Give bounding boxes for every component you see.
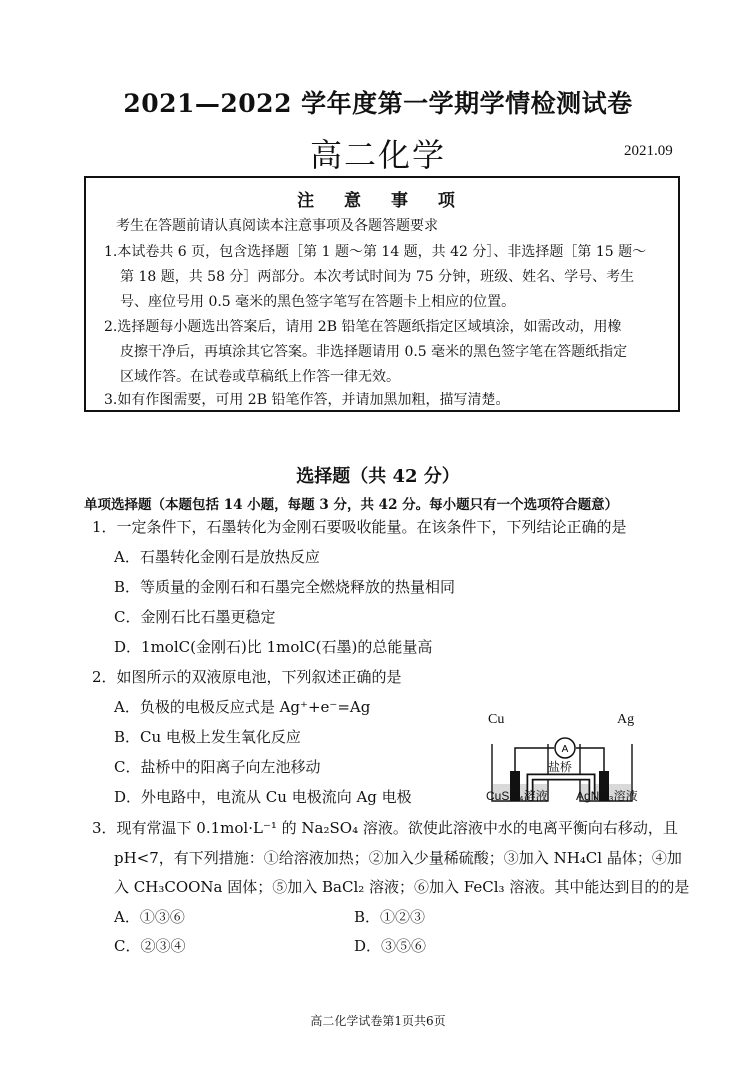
- subject-title: 高二化学: [309, 136, 446, 174]
- exam-date: 2021.09: [624, 143, 673, 159]
- left-solution-label: CuSO₄溶液: [486, 789, 548, 803]
- notice-line: 区域作答。在试卷或草稿纸上作答一律无效。: [120, 369, 400, 385]
- q3-option-d: D．③⑤⑥: [354, 937, 427, 955]
- q2-stem: 2．如图所示的双液原电池，下列叙述正确的是: [92, 668, 402, 686]
- notice-box: [84, 176, 680, 412]
- q3-stem-line: pH<7，有下列措施：①给溶液加热；②加入少量稀硫酸；③加入 NH₄Cl 晶体；④加: [114, 849, 682, 867]
- q3-stem-line: 入 CH₃COONa 固体；⑤加入 BaCl₂ 溶液；⑥加入 FeCl₃ 溶液。其中能达到目的的是: [114, 878, 690, 896]
- q1-option-c: C．金刚石比石墨更稳定: [114, 608, 276, 626]
- notice-line: 皮擦干净后，再填涂其它答案。非选择题请用 0.5 毫米的黑色签字笔在答题纸指定: [120, 344, 628, 360]
- q3-option-a: A．①③⑥: [114, 908, 185, 926]
- exam-title: 2021—2022 学年度第一学期学情检测试卷: [123, 89, 633, 118]
- notice-line: 号、座位号用 0.5 毫米的黑色签字笔写在答题卡上相应的位置。: [120, 294, 516, 310]
- q1-option-b: B．等质量的金刚石和石墨完全燃烧释放的热量相同: [114, 578, 456, 596]
- q3-option-b: B．①②③: [354, 908, 426, 926]
- notice-line: 第 18 题，共 58 分］两部分。本次考试时间为 75 分钟，班级、姓名、学号、考生: [120, 269, 635, 285]
- notice-line: 3.如有作图需要，可用 2B 铅笔作答，并请加黑加粗，描写清楚。: [104, 392, 510, 408]
- ag-label: Ag: [617, 712, 635, 727]
- salt-bridge-label: 盐桥: [548, 760, 573, 774]
- q3-stem-line: 3．现有常温下 0.1mol·L⁻¹ 的 Na₂SO₄ 溶液。欲使此溶液中水的电离平衡向右移动，且: [92, 819, 678, 837]
- cu-label: Cu: [488, 712, 505, 727]
- section-title: 选择题（共 42 分）: [296, 466, 460, 487]
- q1-stem: 1．一定条件下，石墨转化为金刚石要吸收能量。在该条件下，下列结论正确的是: [92, 518, 627, 536]
- ammeter-label: A: [561, 744, 569, 755]
- right-solution-label: AgNO₃溶液: [576, 789, 638, 803]
- q2-option-a: A．负极的电极反应式是 Ag⁺+e⁻=Ag: [114, 698, 371, 716]
- notice-line: 2.选择题每小题选出答案后，请用 2B 铅笔在答题纸指定区域填涂，如需改动，用橡: [104, 319, 622, 335]
- notice-title: 注 意 事 项: [297, 191, 467, 211]
- q2-option-d: D．外电路中，电流从 Cu 电极流向 Ag 电极: [114, 788, 412, 806]
- section-subtitle: 单项选择题（本题包括 14 小题，每题 3 分，共 42 分。每小题只有一个选项符合题意）: [84, 497, 619, 513]
- notice-line: 1.本试卷共 6 页，包含选择题［第 1 题～第 14 题，共 42 分］、非选择题［第 15 题～: [104, 244, 647, 260]
- q1-option-a: A．石墨转化金刚石是放热反应: [114, 548, 320, 566]
- q2-option-b: B．Cu 电极上发生氧化反应: [114, 728, 301, 746]
- notice-line: 考生在答题前请认真阅读本注意事项及各题答题要求: [116, 218, 438, 234]
- q1-option-d: D．1molC(金刚石)比 1molC(石墨)的总能量高: [114, 638, 433, 656]
- q3-option-c: C．②③④: [114, 937, 186, 955]
- q2-option-c: C．盐桥中的阳离子向左池移动: [114, 758, 321, 776]
- page-footer: 高二化学试卷第1页共6页: [310, 1014, 446, 1028]
